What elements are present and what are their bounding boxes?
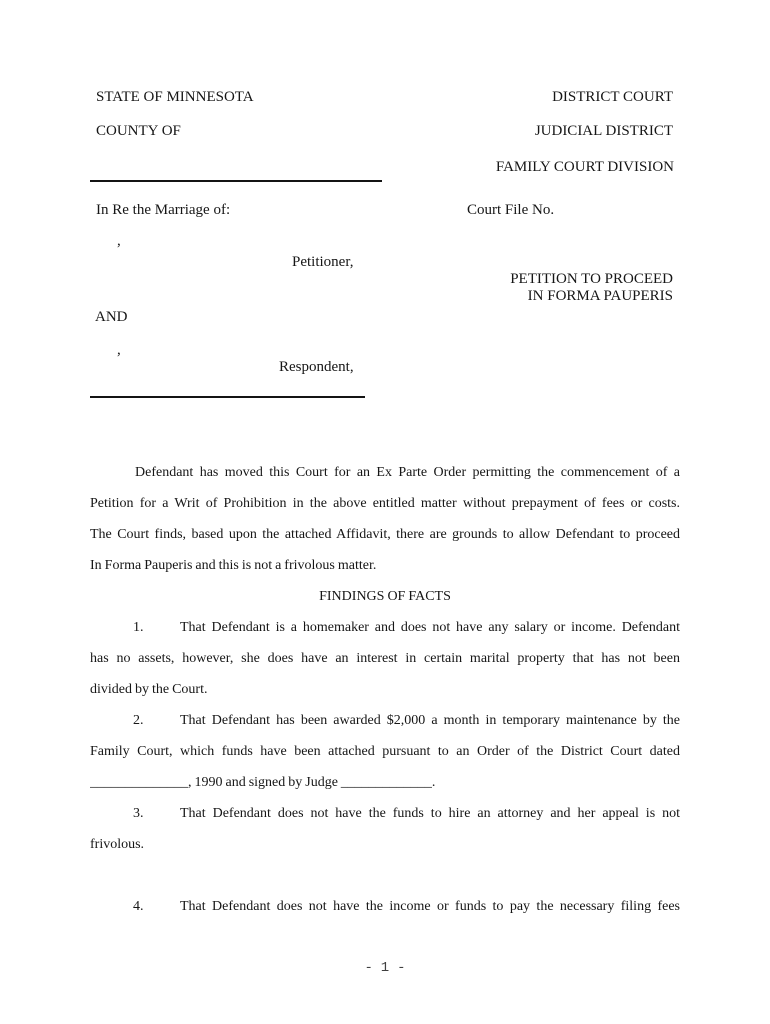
finding-text: That Defendant is a homemaker and does not have any salary or income. Defendant bbox=[180, 620, 680, 635]
finding-item-2 bbox=[90, 705, 680, 736]
petitioner-name-comma: , bbox=[117, 233, 121, 249]
finding-item-1 bbox=[90, 612, 680, 643]
respondent-label: Respondent, bbox=[279, 359, 354, 375]
petition-title bbox=[510, 271, 673, 305]
paragraph-line: Defendant has moved this Court for an Ex Parte Order permitting the commencement of a bbox=[135, 465, 680, 480]
court-file-no-label: Court File No. bbox=[467, 202, 555, 218]
document-body bbox=[90, 457, 680, 984]
judicial-district-label: JUDICIAL DISTRICT bbox=[534, 123, 673, 139]
county-blank-line bbox=[90, 180, 382, 182]
paragraph-line: Family Court, which funds have been attached pursuant to an Order of the District Court dated bbox=[90, 744, 680, 759]
date-and-judge-blank-line: ______________, 1990 and signed by Judge _____________. bbox=[90, 775, 436, 790]
respondent-name-comma: , bbox=[117, 342, 121, 358]
finding-number: 1. bbox=[133, 620, 144, 635]
finding-text: That Defendant does not have the funds to hire an attorney and her appeal is not bbox=[180, 806, 680, 821]
state-label: STATE OF MINNESOTA bbox=[96, 89, 254, 105]
blank-line bbox=[90, 922, 680, 953]
paragraph-line: Petition for a Writ of Prohibition in the above entitled matter without prepayment of fees or costs. bbox=[90, 496, 680, 511]
petitioner-label: Petitioner, bbox=[292, 254, 354, 270]
petition-title-line2: IN FORMA PAUPERIS bbox=[527, 288, 673, 304]
in-re-marriage-label: In Re the Marriage of: bbox=[96, 202, 231, 218]
finding-number: 4. bbox=[133, 899, 144, 914]
paragraph-line: divided by the Court. bbox=[90, 682, 208, 697]
family-court-division-label: FAMILY COURT DIVISION bbox=[495, 159, 674, 175]
district-court-label: DISTRICT COURT bbox=[552, 89, 673, 105]
finding-number: 2. bbox=[133, 713, 144, 728]
and-label: AND bbox=[95, 309, 128, 325]
paragraph-line: has no assets, however, she does have an interest in certain marital property that has not been bbox=[90, 651, 680, 666]
finding-item-4 bbox=[90, 891, 680, 922]
paragraph-line: In Forma Pauperis and this is not a frivolous matter. bbox=[90, 558, 377, 573]
page-number: - 1 - bbox=[364, 960, 406, 976]
paragraph-line: The Court finds, based upon the attached Affidavit, there are grounds to allow Defendant to proceed bbox=[90, 527, 680, 542]
caption-bottom-line bbox=[90, 396, 365, 398]
finding-text: That Defendant has been awarded $2,000 a month in temporary maintenance by the bbox=[180, 713, 680, 728]
blank-line bbox=[90, 860, 680, 891]
finding-item-3 bbox=[90, 798, 680, 829]
paragraph-line: frivolous. bbox=[90, 837, 145, 852]
findings-of-facts-heading: FINDINGS OF FACTS bbox=[319, 589, 451, 604]
county-of-label: COUNTY OF bbox=[96, 123, 181, 139]
petition-title-line1: PETITION TO PROCEED bbox=[510, 271, 673, 287]
finding-text: That Defendant does not have the income or funds to pay the necessary filing fees bbox=[180, 899, 680, 914]
finding-number: 3. bbox=[133, 806, 144, 821]
